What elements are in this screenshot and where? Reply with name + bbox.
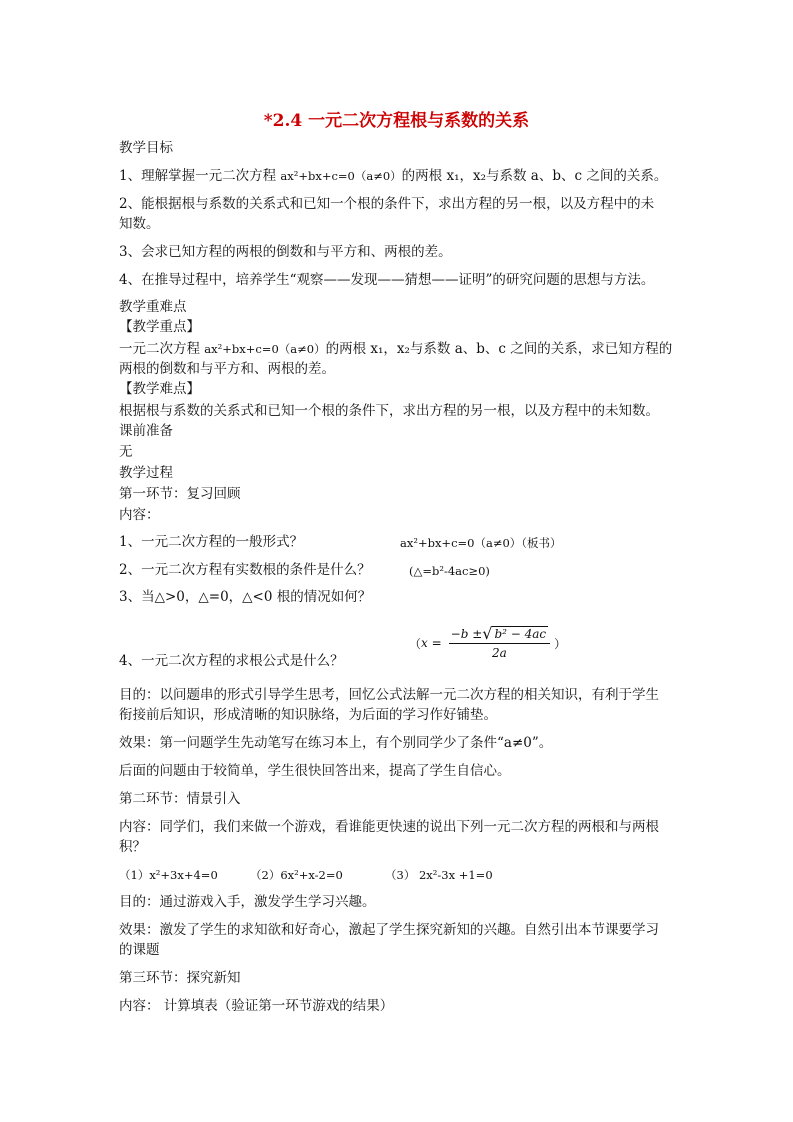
section1-content-label: 内容： [119, 507, 160, 523]
question-3: 3、当△>0，△=0，△<0 根的情况如何？ [119, 589, 372, 605]
section3-content: 内容： 计算填表（验证第一环节游戏的结果） [119, 998, 394, 1014]
process-heading: 教学过程 [119, 465, 173, 481]
prep-text: 无 [119, 444, 133, 460]
focus-line-2: 两根的倒数和与平方和、两根的差。 [119, 361, 335, 377]
focus-line-1: 一元二次方程 ax²+bx+c=0（a≠0）的两根 x₁，x₂与系数 a、b、c 之间的关系，求已知方程的 [119, 341, 673, 357]
answer-1: ax²+bx+c=0（a≠0）（板书） [400, 536, 562, 550]
effect-1: 效果：第一问题学生先动笔写在练习本上，有个别同学少了条件“a≠0”。 [119, 735, 553, 751]
effect-2-line-2: 的课题 [119, 942, 160, 958]
sqrt-symbol: √ b² − 4ac [482, 624, 547, 643]
key-points-heading: 教学重难点 [119, 299, 187, 315]
objective-2-cont: 知数。 [119, 216, 160, 232]
equation-3: （3） 2x²-3x +1=0 [385, 868, 493, 882]
objective-2: 2、能根据根与系数的关系式和已知一个根的条件下，求出方程的另一根，以及方程中的未 [119, 196, 655, 212]
effect-1-cont: 后面的问题由于较简单，学生很快回答出来，提高了学生自信心。 [119, 763, 511, 779]
objective-1: 1、理解掌握一元二次方程 ax²+bx+c=0（a≠0）的两根 x₁，x₂与系数 a、b、c 之间的关系。 [119, 168, 668, 184]
section1-title: 第一环节：复习回顾 [119, 486, 241, 502]
section3-title: 第三环节：探究新知 [119, 970, 241, 986]
objective-3: 3、会求已知方程的两根的倒数和与平方和、两根的差。 [119, 244, 452, 260]
question-1: 1、一元二次方程的一般形式？ [119, 534, 304, 550]
section2-content-line-1: 内容：同学们，我们来做一个游戏，看谁能更快速的说出下列一元二次方程的两根和与两根 [119, 819, 659, 835]
effect-2-line-1: 效果：激发了学生的求知欲和好奇心，激起了学生探究新知的兴趣。自然引出本节课要学习 [119, 922, 659, 938]
equation-1: （1）x²+3x+4=0 [119, 868, 218, 882]
quadratic-formula: （ x = −b ± √ b² − 4ac 2a ） [409, 624, 567, 660]
focus-label: 【教学重点】 [119, 319, 200, 335]
difficulty-text: 根据根与系数的关系式和已知一个根的条件下，求出方程的另一根，以及方程中的未知数。 [119, 403, 659, 419]
purpose-1-line-2: 衔接前后知识，形成清晰的知识脉络，为后面的学习作好铺垫。 [119, 707, 497, 723]
difficulty-label: 【教学难点】 [119, 381, 200, 397]
answer-2: (△=b²-4ac≥0) [409, 564, 490, 578]
question-4: 4、一元二次方程的求根公式是什么？ [119, 653, 344, 669]
page-title: *2.4 一元二次方程根与系数的关系 [263, 111, 530, 131]
objectives-heading: 教学目标 [119, 140, 173, 156]
purpose-1-line-1: 目的：以问题串的形式引导学生思考，回忆公式法解一元二次方程的相关知识，有利于学生 [119, 687, 659, 703]
objective-4: 4、在推导过程中，培养学生“观察——发现——猜想——证明”的研究问题的思想与方法。 [119, 272, 655, 288]
prep-heading: 课前准备 [119, 423, 173, 439]
question-2: 2、一元二次方程有实数根的条件是什么？ [119, 562, 371, 578]
equation-2: （2）6x²+x-2=0 [250, 868, 343, 882]
purpose-2: 目的：通过游戏入手，激发学生学习兴趣。 [119, 894, 376, 910]
section2-title: 第二环节：情景引入 [119, 791, 241, 807]
formula-fraction: −b ± √ b² − 4ac 2a [449, 626, 551, 660]
section2-content-line-2: 积？ [119, 839, 146, 855]
